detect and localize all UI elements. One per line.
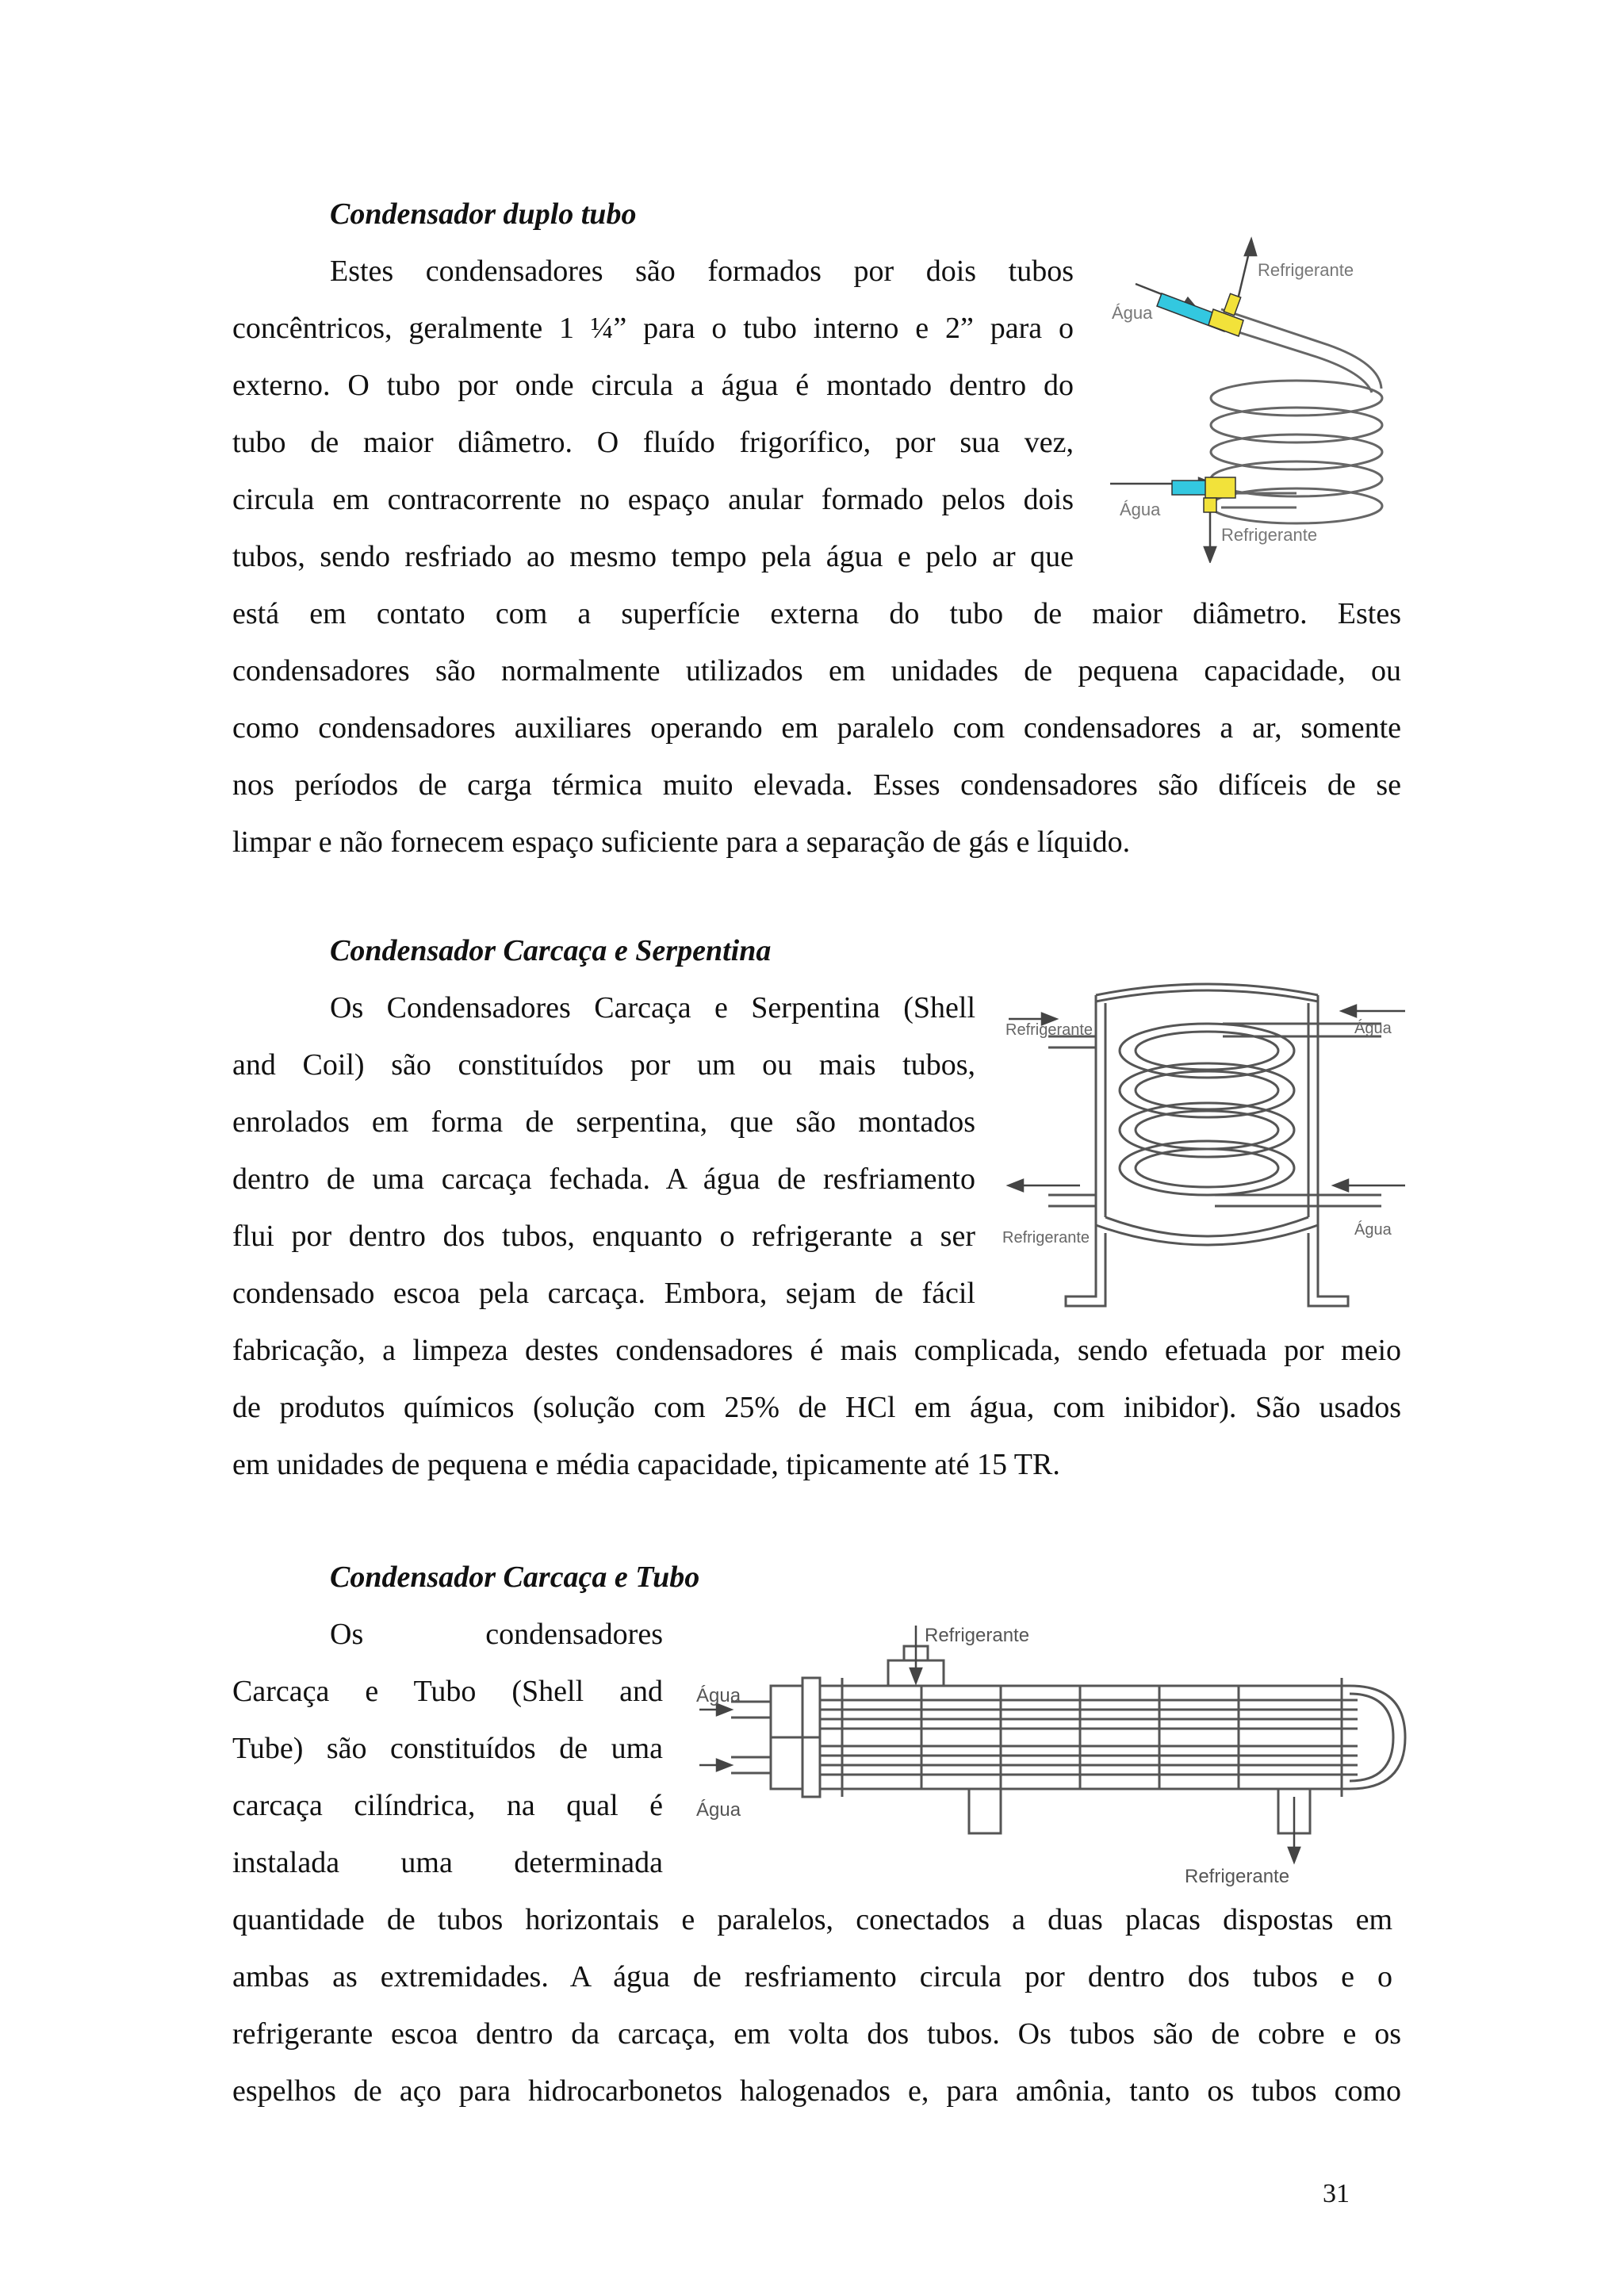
section-heading-carcaca-tubo: Condensador Carcaça e Tubo <box>330 1561 700 1594</box>
water-bottom-label: Água <box>1354 1221 1392 1239</box>
paragraph-line: condensado escoa pela carcaça. Embora, sejam de fácil <box>232 1277 975 1310</box>
water-inlet-label: Água <box>696 1685 741 1706</box>
double-tube-condenser-figure <box>1102 230 1396 563</box>
paragraph-line: ambas as extremidades. A água de resfriamento circula por dentro dos tubos e o <box>232 1960 1392 1993</box>
paragraph-line: quantidade de tubos horizontais e paralelos, conectados a duas placas dispostas em <box>232 1903 1392 1936</box>
refrigerant-outlet-label: Refrigerante <box>1185 1866 1290 1887</box>
water-inlet-label: Água <box>1120 500 1161 519</box>
refrigerant-inlet-label: Refrigerante <box>925 1625 1030 1646</box>
paragraph-line: espelhos de aço para hidrocarbonetos halogenados e, para amônia, tanto os tubos como <box>232 2074 1401 2108</box>
water-outlet-label: Água <box>1112 303 1153 323</box>
paragraph-line: and Coil) são constituídos por um ou mais tubos, <box>232 1048 975 1082</box>
shell-and-tube-condenser-figure <box>691 1618 1421 1887</box>
water-top-label: Água <box>1354 1020 1392 1037</box>
paragraph-line: enrolados em forma de serpentina, que são montados <box>232 1105 975 1139</box>
paragraph-line: limpar e não fornecem espaço suficiente para a separação de gás e líquido. <box>232 825 1131 859</box>
paragraph-line: Tube) são constituídos de uma <box>232 1732 663 1765</box>
paragraph-line: de produtos químicos (solução com 25% de HCl em água, com inibidor). São usados <box>232 1391 1401 1424</box>
paragraph-line: externo. O tubo por onde circula a água é montado dentro do <box>232 369 1074 402</box>
paragraph-line: circula em contracorrente no espaço anular formado pelos dois <box>232 483 1074 516</box>
paragraph-line: Carcaça e Tubo (Shell and <box>232 1675 663 1708</box>
paragraph-line: carcaça cilíndrica, na qual é <box>232 1789 663 1822</box>
page-number: 31 <box>1323 2179 1350 2208</box>
paragraph-line: tubo de maior diâmetro. O fluído frigorífico, por sua vez, <box>232 426 1074 459</box>
refrigerant-outlet-label: Refrigerante <box>1221 525 1318 545</box>
paragraph-line: Os Condensadores Carcaça e Serpentina (Shell <box>330 991 975 1024</box>
refrigerant-bottom-label: Refrigerante <box>1002 1229 1090 1247</box>
refrigerant-top-label: Refrigerante <box>1005 1021 1094 1039</box>
paragraph-line: fabricação, a limpeza destes condensadores é mais complicada, sendo efetuada por meio <box>232 1334 1401 1367</box>
section-heading-duplo-tubo: Condensador duplo tubo <box>330 197 637 231</box>
paragraph-line: dentro de uma carcaça fechada. A água de resfriamento <box>232 1162 975 1196</box>
paragraph-line: Os condensadores <box>330 1618 663 1651</box>
paragraph-line: instalada uma determinada <box>232 1846 663 1879</box>
section-heading-carcaca-serpentina: Condensador Carcaça e Serpentina <box>330 934 772 967</box>
paragraph-line: está em contato com a superfície externa do tubo de maior diâmetro. Estes <box>232 597 1401 630</box>
paragraph-line: como condensadores auxiliares operando em paralelo com condensadores a ar, somente <box>232 711 1401 745</box>
paragraph-line: Estes condensadores são formados por dois tubos <box>330 255 1074 288</box>
paragraph-line: tubos, sendo resfriado ao mesmo tempo pela água e pelo ar que <box>232 540 1074 573</box>
shell-and-coil-condenser-figure <box>1001 963 1413 1312</box>
paragraph-line: nos períodos de carga térmica muito elevada. Esses condensadores são difíceis de se <box>232 768 1401 802</box>
refrigerant-inlet-label: Refrigerante <box>1258 260 1354 280</box>
water-outlet-label: Água <box>696 1799 741 1821</box>
paragraph-line: concêntricos, geralmente 1 ¼” para o tubo interno e 2” para o <box>232 312 1074 345</box>
paragraph-line: condensadores são normalmente utilizados em unidades de pequena capacidade, ou <box>232 654 1401 687</box>
paragraph-line: refrigerante escoa dentro da carcaça, em volta dos tubos. Os tubos são de cobre e os <box>232 2017 1401 2051</box>
paragraph-line: flui por dentro dos tubos, enquanto o refrigerante a ser <box>232 1220 975 1253</box>
paragraph-line: em unidades de pequena e média capacidade, tipicamente até 15 TR. <box>232 1448 1060 1481</box>
